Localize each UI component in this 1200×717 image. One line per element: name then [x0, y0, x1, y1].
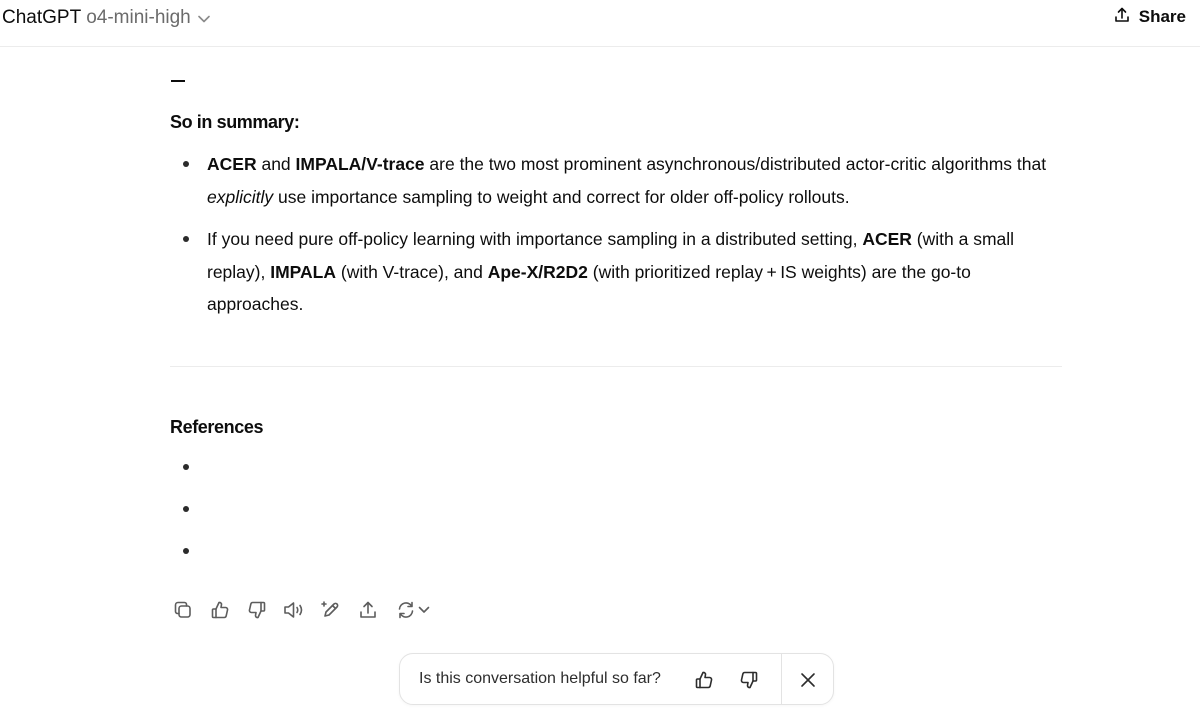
read-aloud-button[interactable] — [281, 597, 307, 623]
share-icon — [1113, 6, 1131, 29]
model-switcher[interactable] — [2, 6, 210, 30]
section-divider — [170, 366, 1062, 367]
share-icon — [357, 599, 379, 621]
thumbs-up-icon — [693, 669, 715, 691]
feedback-close-button[interactable] — [795, 667, 821, 693]
edit-in-canvas-button[interactable] — [318, 597, 344, 623]
bold-term: Ape-X/R2D2 — [487, 261, 588, 282]
emphasis-text: explicitly — [207, 186, 274, 207]
feedback-thumbs-down-button[interactable] — [736, 667, 762, 693]
bullet-text: (with V-trace), and — [336, 261, 488, 282]
reference-item — [183, 548, 189, 554]
bullet-text: and — [256, 154, 296, 174]
bold-term: IMPALA/V-trace — [295, 154, 425, 174]
model-name: o4-mini-high — [86, 7, 191, 28]
summary-heading: So in summary: — [170, 112, 300, 132]
thumbs-up-icon — [209, 599, 231, 621]
separator-dash — [171, 80, 185, 82]
bullet-text: are the two most prominent asynchronous/distributed actor-critic algorithms that — [424, 154, 1047, 174]
share-label: Share — [1138, 7, 1186, 26]
thumbs-down-button[interactable] — [244, 597, 270, 623]
bold-term: ACER — [862, 229, 912, 249]
copy-icon — [172, 599, 194, 621]
top-bar — [0, 0, 1200, 47]
reference-item — [183, 464, 189, 470]
bold-term: ACER — [207, 154, 257, 174]
thumbs-down-icon — [246, 599, 268, 621]
summary-bullet-1 — [207, 148, 1067, 213]
share-button[interactable] — [1113, 4, 1186, 30]
regenerate-button[interactable] — [392, 597, 432, 623]
feedback-prompt — [399, 653, 834, 705]
summary-bullet-2 — [207, 223, 1067, 321]
bullet-text: (with a small replay), — [207, 229, 1015, 282]
close-icon — [798, 670, 818, 690]
thumbs-down-icon — [738, 669, 760, 691]
chevron-down-icon — [198, 15, 210, 23]
bullet-text: use importance sampling to weight and correct for older off-policy rollouts. — [273, 186, 850, 207]
bullet-text: (with prioritized replay + IS weights) are the go-to approaches. — [207, 261, 971, 314]
regenerate-icon — [395, 599, 417, 621]
read-aloud-icon — [282, 599, 306, 621]
feedback-thumbs-up-button[interactable] — [691, 667, 717, 693]
chevron-down-icon — [418, 606, 430, 614]
reference-item — [183, 506, 189, 512]
feedback-divider — [781, 654, 782, 704]
references-heading: References — [170, 417, 264, 437]
feedback-question: Is this conversation helpful so far? — [419, 670, 661, 687]
share-message-button[interactable] — [355, 597, 381, 623]
bullet-dot — [183, 236, 189, 242]
message-actions — [170, 597, 432, 623]
bullet-text: If you need pure off-policy learning with importance sampling in a distributed setting, — [207, 229, 863, 249]
bullet-dot — [183, 161, 189, 167]
copy-button[interactable] — [170, 597, 196, 623]
brand-name: ChatGPT — [2, 7, 82, 28]
thumbs-up-button[interactable] — [207, 597, 233, 623]
bold-term: IMPALA — [270, 261, 336, 282]
edit-sparkle-icon — [320, 599, 342, 621]
